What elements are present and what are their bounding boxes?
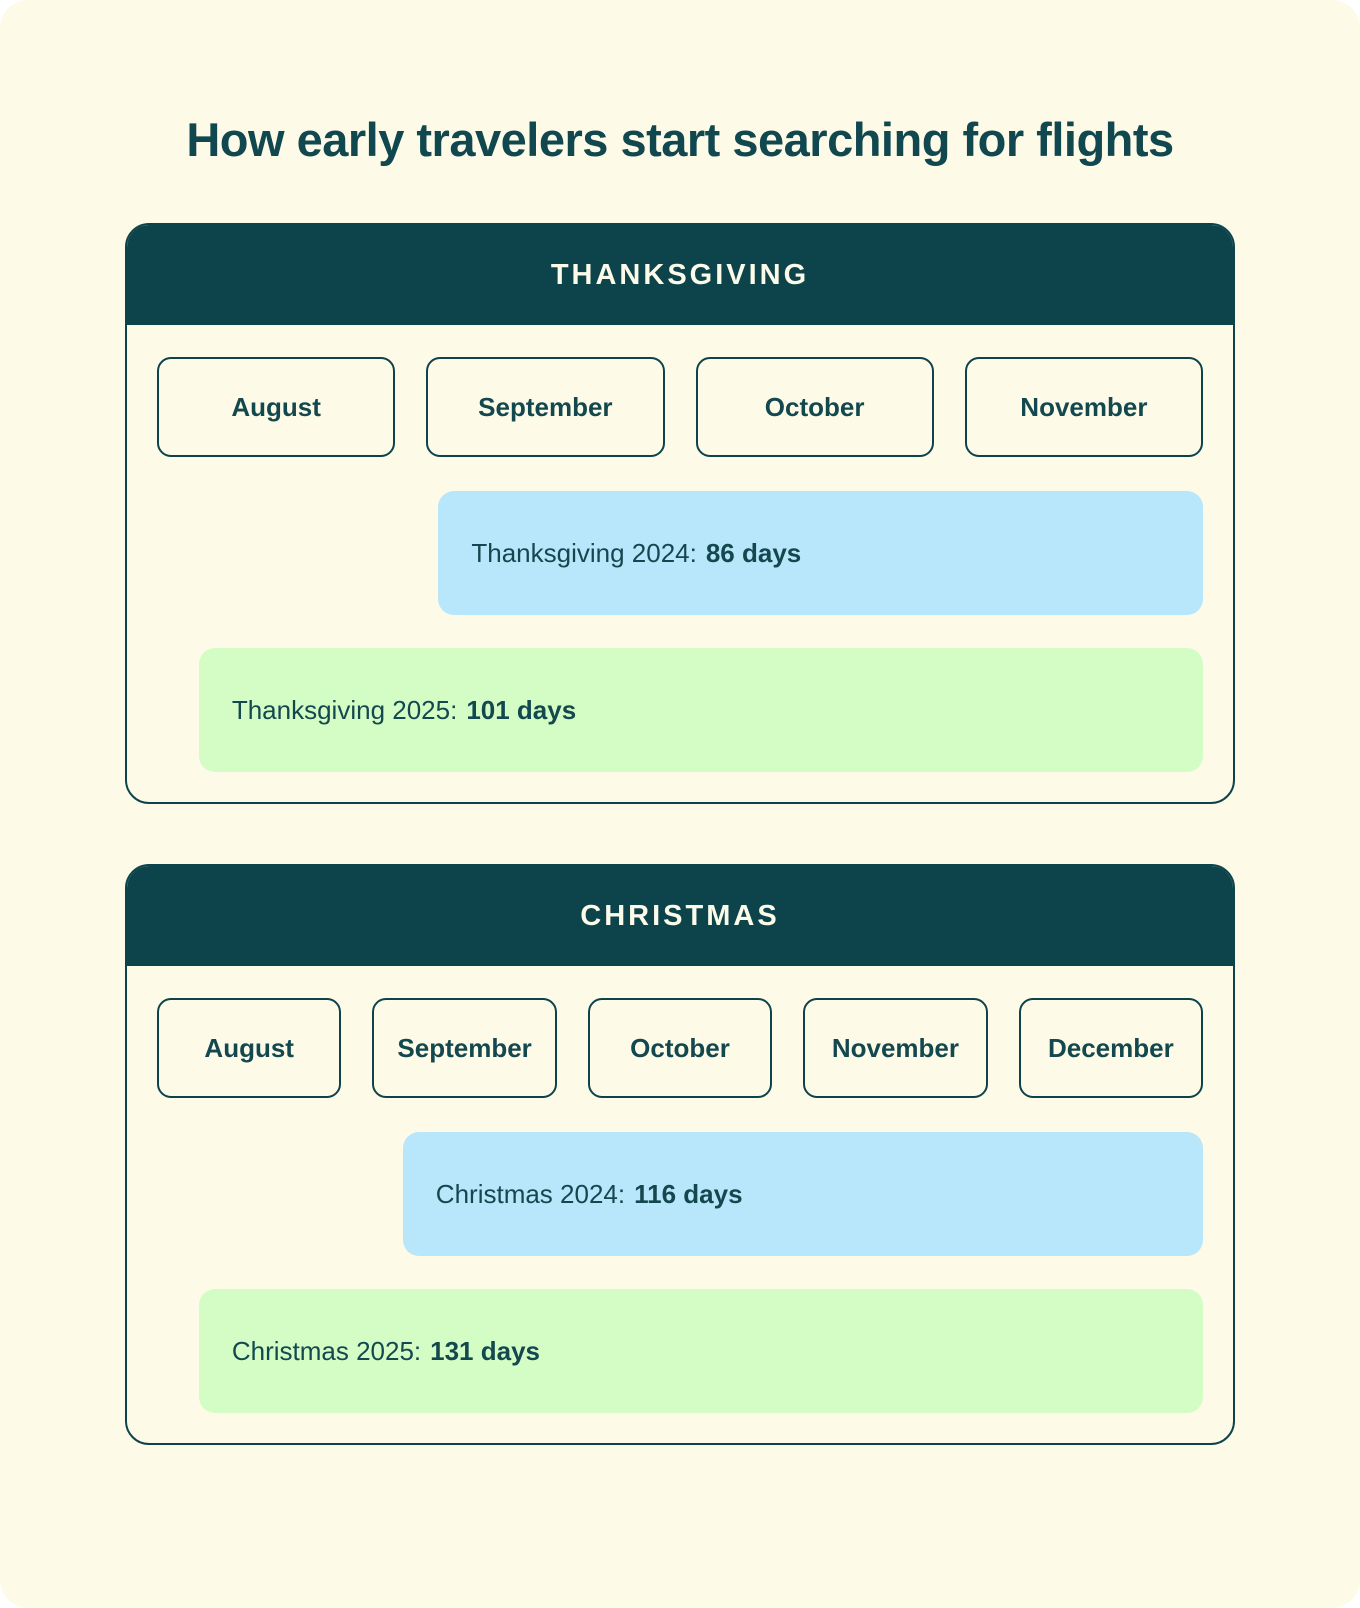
bar-label: Thanksgiving 2025: bbox=[231, 694, 458, 725]
month-box-august bbox=[157, 357, 395, 457]
panel-christmas-body bbox=[127, 966, 1233, 1443]
month-label: October bbox=[630, 1032, 730, 1063]
month-box-august bbox=[157, 998, 341, 1098]
month-box-september bbox=[372, 998, 556, 1098]
panel-thanksgiving bbox=[125, 223, 1235, 804]
month-box-november bbox=[965, 357, 1203, 457]
month-row-christmas bbox=[157, 998, 1203, 1098]
panel-christmas-title: CHRISTMAS bbox=[580, 899, 780, 932]
panel-christmas-header bbox=[127, 866, 1233, 966]
month-label: August bbox=[231, 391, 321, 422]
panel-thanksgiving-header bbox=[127, 225, 1233, 325]
bar-christmas-2025 bbox=[199, 1289, 1203, 1413]
month-box-november bbox=[803, 998, 987, 1098]
bar-value: 101 days bbox=[466, 694, 577, 725]
panel-thanksgiving-body bbox=[127, 325, 1233, 802]
month-label: September bbox=[478, 391, 613, 422]
bar-label: Christmas 2024: bbox=[435, 1178, 626, 1209]
bar-thanksgiving-2025 bbox=[199, 648, 1203, 772]
panel-christmas bbox=[125, 864, 1235, 1445]
bar-label: Christmas 2025: bbox=[231, 1335, 422, 1366]
bar-value: 86 days bbox=[705, 537, 802, 568]
bar-label: Thanksgiving 2024: bbox=[471, 537, 697, 568]
month-label: September bbox=[397, 1032, 532, 1063]
month-box-october bbox=[588, 998, 772, 1098]
month-label: November bbox=[1020, 391, 1148, 422]
month-box-december bbox=[1019, 998, 1203, 1098]
month-label: December bbox=[1047, 1032, 1174, 1063]
month-row-thanksgiving bbox=[157, 357, 1203, 457]
month-label: November bbox=[831, 1032, 959, 1063]
bar-value: 116 days bbox=[634, 1178, 743, 1209]
page-title: How early travelers start searching for flights bbox=[186, 113, 1174, 166]
panel-thanksgiving-title: THANKSGIVING bbox=[550, 258, 810, 291]
bar-christmas-2024 bbox=[403, 1132, 1203, 1256]
month-box-october bbox=[696, 357, 934, 457]
month-label: August bbox=[204, 1032, 294, 1063]
bar-value: 131 days bbox=[430, 1335, 541, 1366]
month-label: October bbox=[764, 391, 865, 422]
month-box-september bbox=[426, 357, 664, 457]
bar-thanksgiving-2024 bbox=[438, 491, 1203, 615]
